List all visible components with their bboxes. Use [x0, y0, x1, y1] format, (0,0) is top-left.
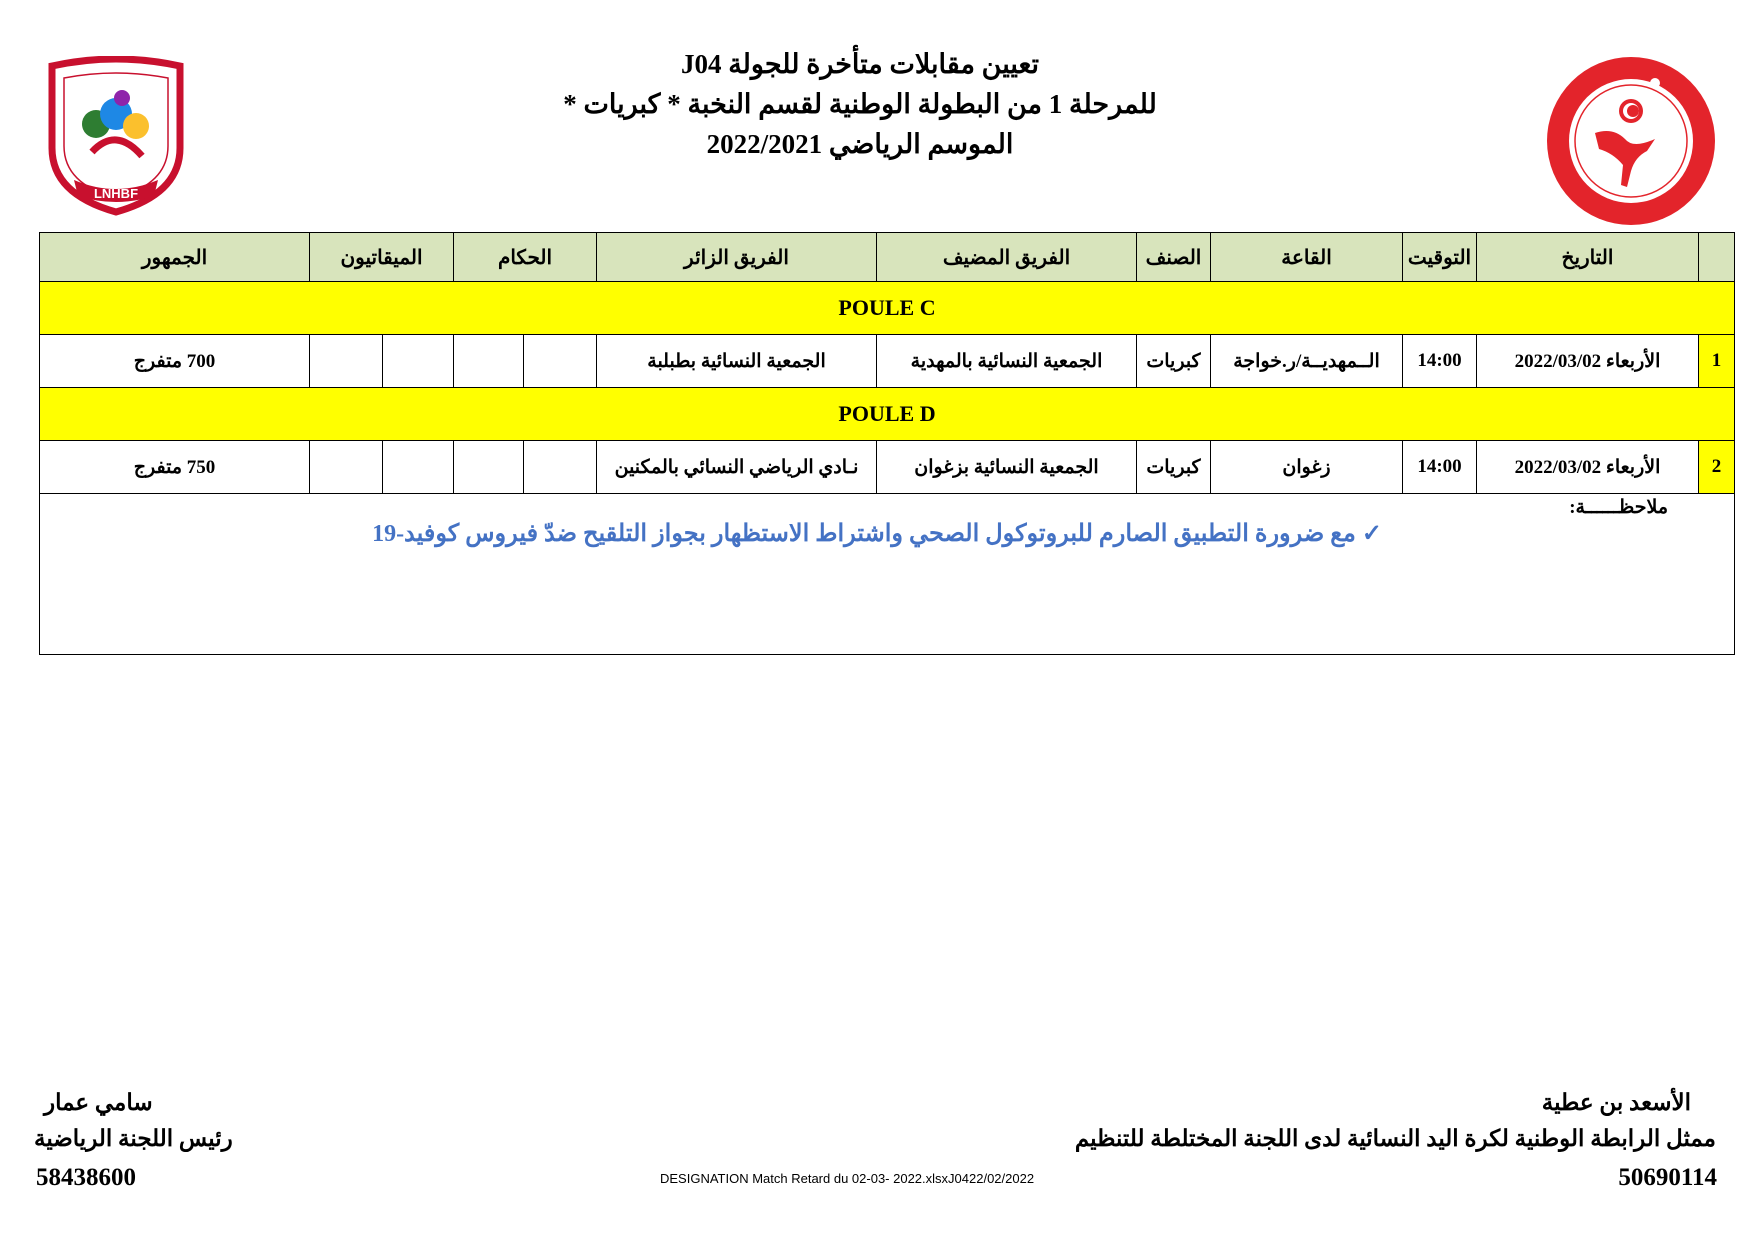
referee-1: [524, 441, 597, 494]
poule-row: [40, 282, 1735, 335]
table-row: [40, 441, 1735, 494]
match-date: الأربعاء 2022/03/02: [1477, 335, 1699, 388]
match-time: 14:00: [1403, 335, 1477, 388]
timekeeper-2: [310, 441, 383, 494]
title-line-3: الموسم الرياضي 2022/2021: [706, 129, 1014, 159]
poule-label: POULE D: [40, 388, 1735, 441]
signatory-left-role: رئيس اللجنة الرياضية: [34, 1126, 233, 1151]
signatory-right-phone: 50690114: [1618, 1164, 1717, 1191]
match-category: كبريات: [1137, 335, 1211, 388]
note-text: ✓ مع ضرورة التطبيق الصارم للبروتوكول الصحي واشتراط الاستظهار بجواز التلقيح ضدّ فيروس كوفيد-19: [372, 521, 1382, 547]
header-hall: القاعة: [1211, 233, 1403, 282]
document-title: [480, 44, 1240, 164]
header-category: الصنف: [1137, 233, 1211, 282]
header-timekeepers: الميقاتيون: [310, 233, 454, 282]
signatory-left-phone: 58438600: [36, 1164, 136, 1191]
match-away-team: نـادي الرياضي النسائي بالمكنين: [597, 441, 877, 494]
title-line-1: تعيين مقابلات متأخرة للجولة J04: [680, 49, 1040, 79]
match-date: الأربعاء 2022/03/02: [1477, 441, 1699, 494]
header-home-team: الفريق المضيف: [877, 233, 1137, 282]
note-label: ملاحظــــــة:: [1569, 497, 1668, 518]
signatory-left-name: سامي عمار: [44, 1090, 153, 1115]
signatory-right-name: الأسعد بن عطية: [1541, 1090, 1691, 1115]
match-home-team: الجمعية النسائية بزغوان: [877, 441, 1137, 494]
match-number: 1: [1699, 335, 1735, 388]
header-time: التوقيت: [1403, 233, 1477, 282]
poule-label: POULE C: [40, 282, 1735, 335]
lnhbf-logo: [44, 56, 188, 216]
timekeeper-1: [383, 335, 454, 388]
match-audience: 700 متفرج: [40, 335, 310, 388]
match-number: 2: [1699, 441, 1735, 494]
schedule-table: [39, 232, 1735, 655]
signatory-right-role: ممثل الرابطة الوطنية لكرة اليد النسائية لدى اللجنة المختلطة للتنظيم: [1074, 1126, 1716, 1151]
lnhbf-logo-text: LNHBF: [93, 186, 139, 201]
timekeeper-2: [310, 335, 383, 388]
table-row: [40, 335, 1735, 388]
match-hall: زغوان: [1211, 441, 1403, 494]
federation-logo: [1543, 53, 1719, 229]
header-away-team: الفريق الزائر: [597, 233, 877, 282]
header-audience: الجمهور: [40, 233, 310, 282]
header-num: [1699, 233, 1735, 282]
match-audience: 750 متفرج: [40, 441, 310, 494]
header-referees: الحكام: [454, 233, 597, 282]
match-home-team: الجمعية النسائية بالمهدية: [877, 335, 1137, 388]
match-category: كبريات: [1137, 441, 1211, 494]
title-line-2: للمرحلة 1 من البطولة الوطنية لقسم النخبة * كبريات *: [563, 89, 1157, 119]
footer-filename: DESIGNATION Match Retard du 02-03- 2022.xlsxJ0422/02/2022: [660, 1171, 1035, 1186]
table-header-row: [40, 233, 1735, 282]
match-hall: الــمهديــة/ر.خواجة: [1211, 335, 1403, 388]
match-time: 14:00: [1403, 441, 1477, 494]
referee-1: [524, 335, 597, 388]
header-date: التاريخ: [1477, 233, 1699, 282]
poule-row: [40, 388, 1735, 441]
match-away-team: الجمعية النسائية بطبلبة: [597, 335, 877, 388]
referee-2: [454, 335, 524, 388]
note-cell: [40, 494, 1735, 655]
timekeeper-1: [383, 441, 454, 494]
referee-2: [454, 441, 524, 494]
note-row: [40, 494, 1735, 655]
